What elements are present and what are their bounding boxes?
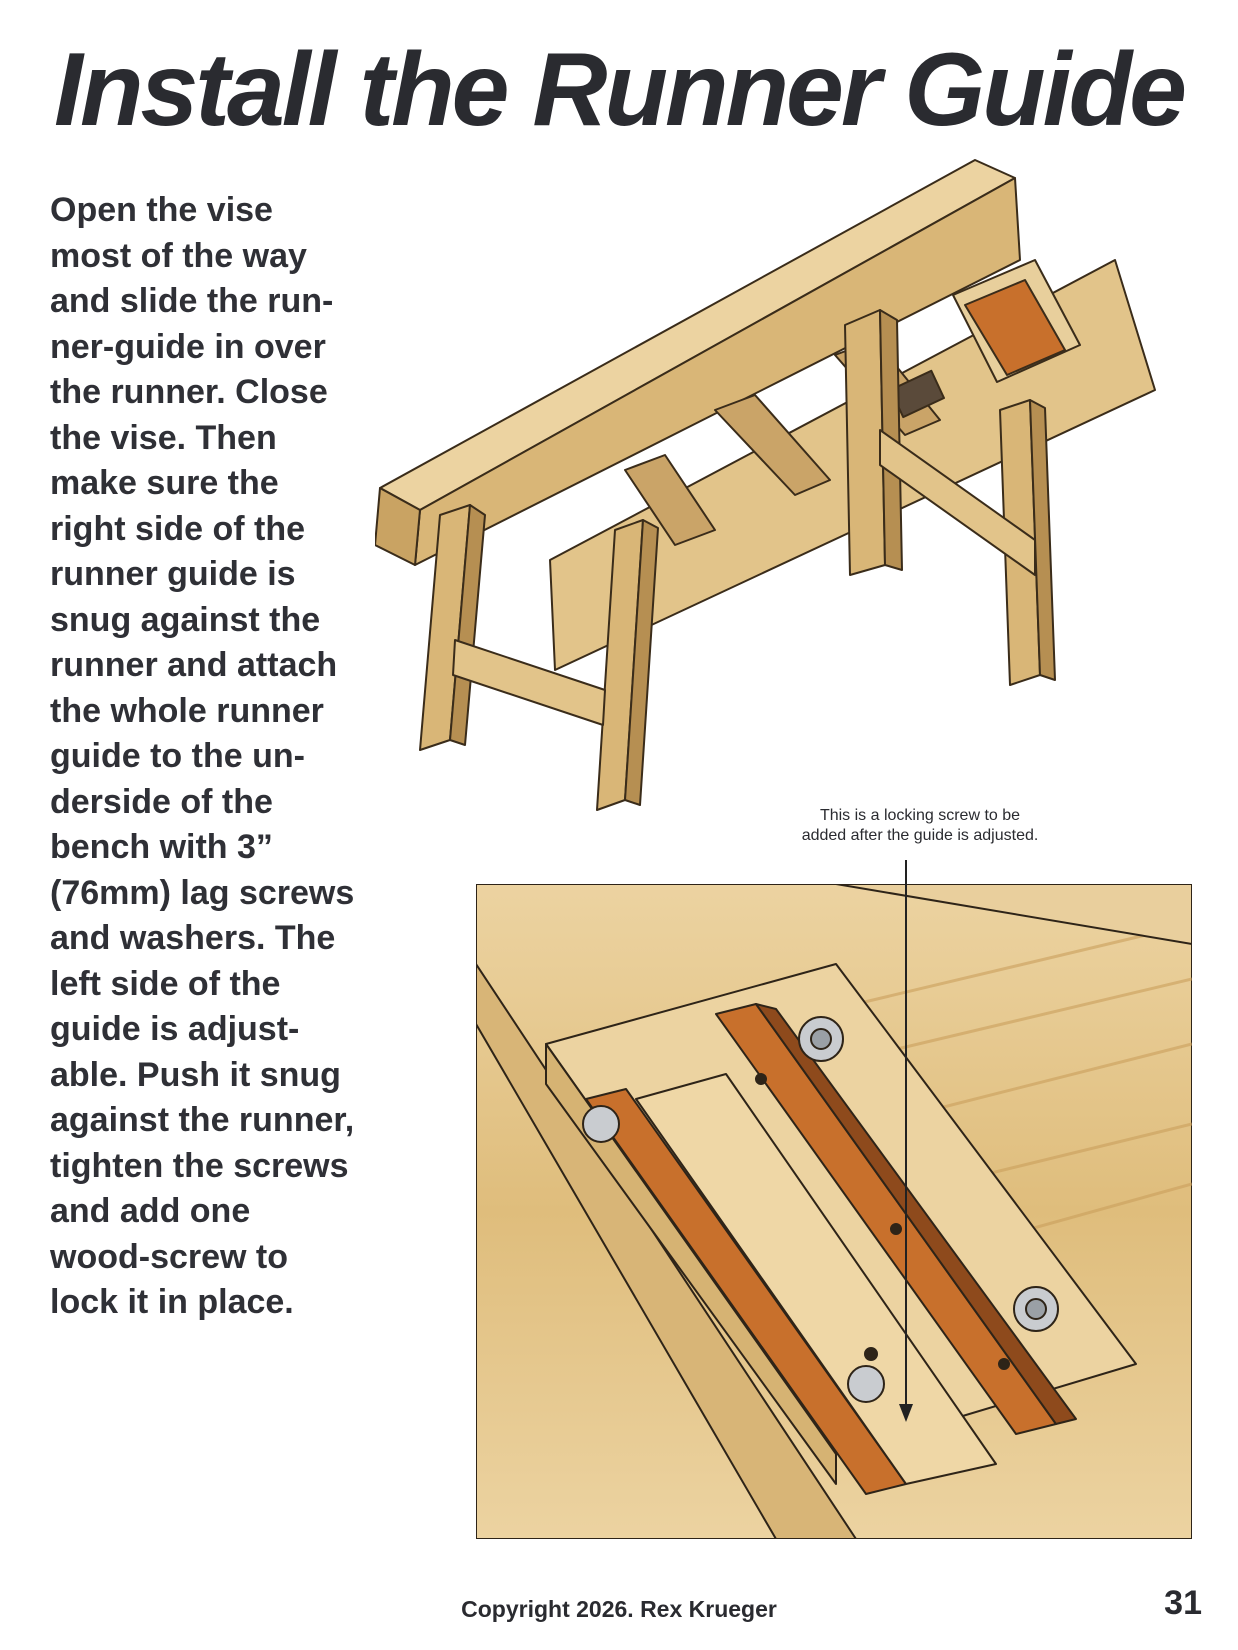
instruction-line: runner guide is [50,555,296,593]
instruction-line: and add one [50,1192,251,1230]
instruction-line: guide to the un- [50,737,305,775]
instruction-line: left side of the [50,964,281,1003]
callout-note [730,806,1110,846]
instruction-line: bench with 3” [50,828,273,866]
instruction-line: Open the vise [50,191,273,229]
instruction-line: most of the way [50,236,307,275]
instruction-line: derside of the [50,782,273,821]
screw-hole-icon [756,1074,766,1084]
instruction-line: the vise. Then [50,418,277,457]
screw-hole-icon [999,1359,1009,1369]
instruction-text [50,188,400,1326]
instruction-line: right side of the [50,509,305,548]
lag-screw-icon [848,1366,884,1402]
lag-screw-icon [583,1106,619,1142]
workbench-underside-illustration [375,150,1215,850]
instruction-line: make sure the [50,464,279,502]
locking-screw-icon [865,1348,877,1360]
instruction-line: against the runner, [50,1101,355,1139]
instruction-line: the whole runner [50,691,324,730]
instruction-line: able. Push it snug [50,1055,341,1094]
copyright-notice: Copyright 2026. Rex Krueger [461,1596,777,1622]
callout-line: added after the guide is adjusted. [801,827,1039,844]
instruction-line: tighten the screws [50,1146,349,1185]
instruction-line: lock it in place. [50,1283,294,1321]
instruction-line: runner and attach [50,646,338,684]
callout-line: This is a locking screw to be [819,807,1021,824]
runner-guide-detail-illustration [476,884,1192,1539]
instruction-line: snug against the [50,600,321,639]
instruction-line: wood-screw to [50,1237,289,1276]
instruction-line: guide is adjust- [50,1010,300,1048]
page-title: Install the Runner Guide [54,32,1184,148]
instruction-line: and washers. The [50,919,336,957]
instruction-line: the runner. Close [50,373,328,411]
instruction-line: ner-guide in over [50,327,326,366]
instruction-line: (76mm) lag screws [50,873,355,912]
screw-hole-icon [891,1224,901,1234]
page-number: 31 [1164,1584,1202,1622]
instruction-line: and slide the run- [50,282,334,320]
